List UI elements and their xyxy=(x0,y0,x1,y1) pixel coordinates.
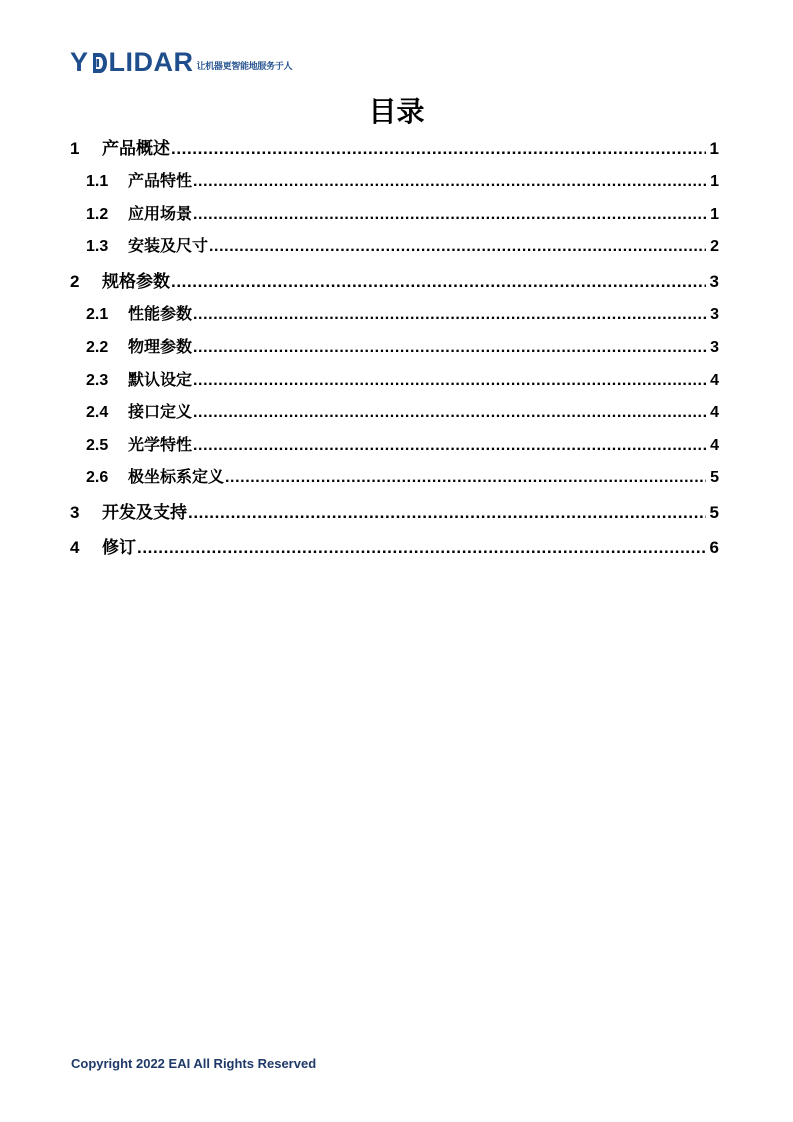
toc-entry[interactable] xyxy=(86,168,719,191)
toc-entry-title: 开发及支持 xyxy=(102,503,187,523)
toc-entry-number: 4 xyxy=(70,538,80,557)
toc-entry-title: 产品概述 xyxy=(102,139,170,159)
toc-dot-leader xyxy=(171,272,706,292)
toc-entry-number: 2.5 xyxy=(86,437,109,454)
toc-title: 目录 xyxy=(368,95,425,128)
logo-suffix: LIDAR xyxy=(108,47,194,77)
toc-dot-leader xyxy=(225,469,706,487)
toc-entry-page: 1 xyxy=(710,173,719,190)
toc-entry-number: 1.3 xyxy=(86,238,109,255)
toc-dot-leader xyxy=(209,238,706,256)
toc-entry[interactable] xyxy=(86,399,719,422)
toc-entry-title: 极坐标系定义 xyxy=(128,467,225,486)
logo-prefix: Y xyxy=(70,47,89,77)
toc-entry-page: 1 xyxy=(710,206,719,223)
toc-entry-page: 4 xyxy=(710,437,719,454)
toc-entry-number: 2.3 xyxy=(86,372,109,389)
toc-entry-page: 5 xyxy=(710,469,719,486)
toc-entry-page: 3 xyxy=(710,306,719,323)
toc-entry-number: 2.4 xyxy=(86,404,109,421)
logo-wordmark xyxy=(70,49,194,76)
toc-dot-leader xyxy=(193,173,706,191)
toc-entry-page: 2 xyxy=(710,238,719,255)
footer-copyright: Copyright 2022 EAI All Rights Reserved xyxy=(71,1056,317,1071)
toc-entry[interactable] xyxy=(86,464,719,487)
toc-entry-title: 安装及尺寸 xyxy=(128,236,209,255)
toc-entry-title: 产品特性 xyxy=(128,171,193,190)
toc-dot-leader xyxy=(193,404,706,422)
toc-entry-title: 修订 xyxy=(102,538,136,558)
toc-entry-number: 1.2 xyxy=(86,206,109,223)
logo-o-mark-icon xyxy=(90,52,108,74)
toc-entry-page: 6 xyxy=(709,538,719,557)
toc-entry[interactable] xyxy=(70,498,719,523)
toc-entry-title: 接口定义 xyxy=(128,402,193,421)
toc-entry-page: 5 xyxy=(709,503,719,522)
toc-entry-number: 1.1 xyxy=(86,173,109,190)
toc-entry-number: 2.6 xyxy=(86,469,109,486)
logo-slogan: 让机器更智能地服务于人 xyxy=(196,62,293,72)
toc-entry-number: 2 xyxy=(70,272,80,291)
toc-entry-page: 4 xyxy=(710,372,719,389)
toc-dot-leader xyxy=(193,372,706,390)
toc-entry-title: 物理参数 xyxy=(128,337,193,356)
toc-entry-title: 性能参数 xyxy=(128,304,193,323)
toc-dot-leader xyxy=(193,306,706,324)
toc-entry-title: 应用场景 xyxy=(128,204,193,223)
toc-dot-leader xyxy=(193,437,706,455)
company-logo xyxy=(70,46,292,76)
toc-entry[interactable] xyxy=(70,267,719,292)
toc-entry-number: 1 xyxy=(70,139,80,158)
toc-entry[interactable] xyxy=(86,367,719,390)
toc-entry-page: 4 xyxy=(710,404,719,421)
toc-entry[interactable] xyxy=(86,201,719,224)
toc-entry-number: 2.1 xyxy=(86,306,109,323)
toc-entry[interactable] xyxy=(70,533,719,558)
toc-dot-leader xyxy=(171,139,706,159)
toc-entry-number: 2.2 xyxy=(86,339,109,356)
toc-entry-title: 默认设定 xyxy=(128,370,193,389)
toc-entry[interactable] xyxy=(86,334,719,357)
toc-entry[interactable] xyxy=(70,134,719,159)
toc-entry-page: 3 xyxy=(710,339,719,356)
toc-entry-title: 光学特性 xyxy=(128,435,193,454)
toc-entry[interactable] xyxy=(86,301,719,324)
toc-dot-leader xyxy=(193,206,706,224)
toc-entry-page: 3 xyxy=(709,272,719,291)
toc-entry-title: 规格参数 xyxy=(102,272,170,292)
toc-entry[interactable] xyxy=(86,233,719,256)
toc-dot-leader xyxy=(193,339,706,357)
toc-dot-leader xyxy=(137,538,706,558)
toc-entry[interactable] xyxy=(86,432,719,455)
toc-dot-leader xyxy=(188,503,706,523)
toc-entry-number: 3 xyxy=(70,503,80,522)
toc-entry-page: 1 xyxy=(709,139,719,158)
